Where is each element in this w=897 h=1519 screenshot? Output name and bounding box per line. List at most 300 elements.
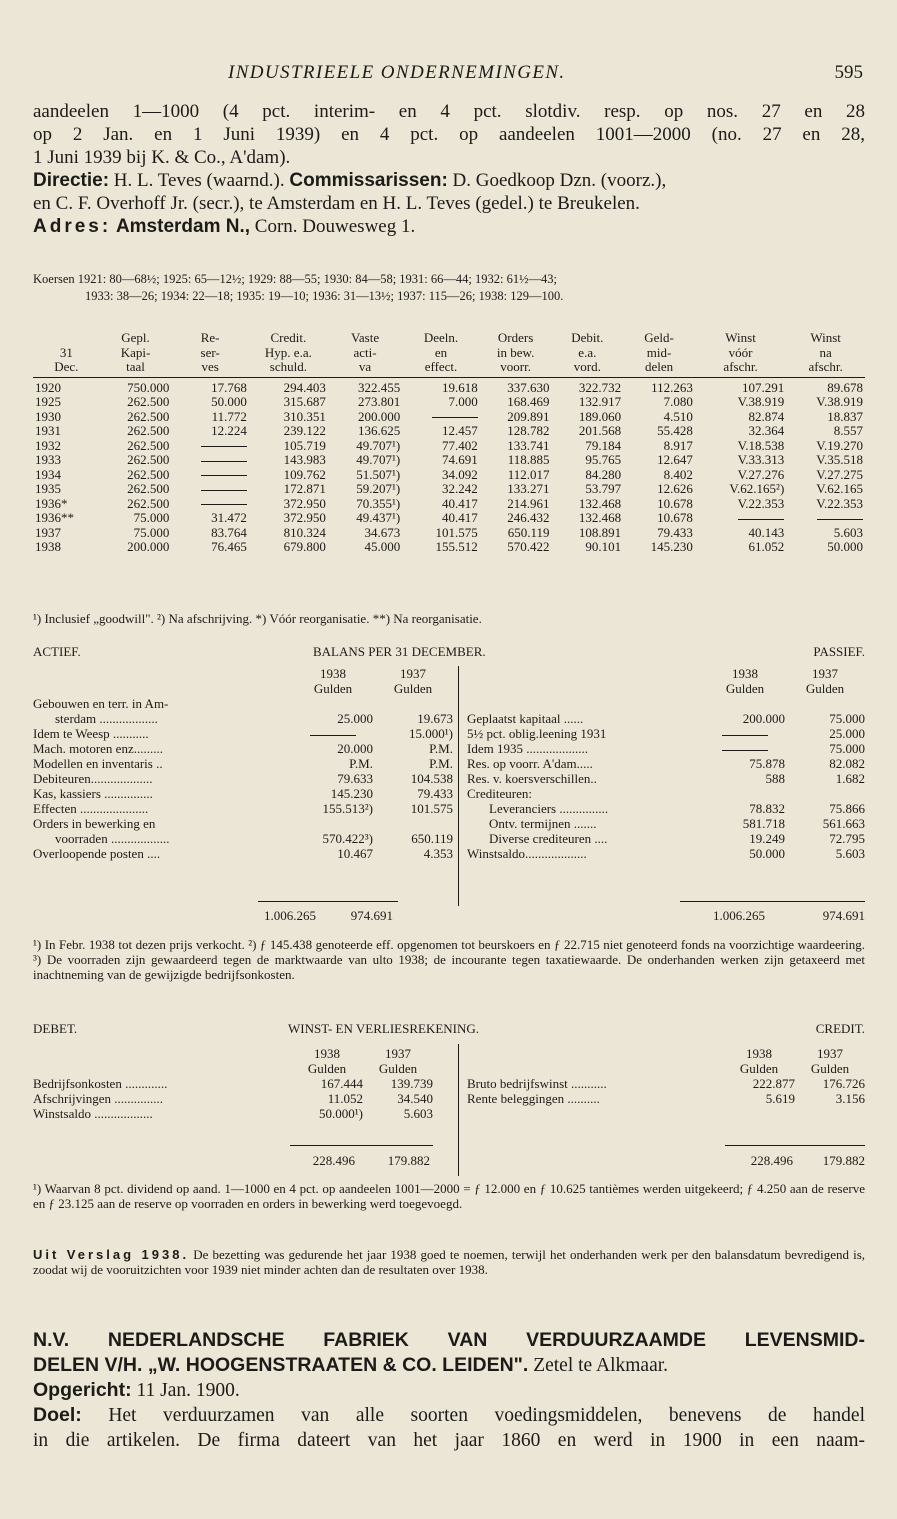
debet-value: 50.000¹) xyxy=(319,1106,363,1121)
actief-row xyxy=(33,816,453,831)
company-name-line-1: N.V. NEDERLANDSCHE FABRIEK VAN VERDUURZAAMDE LEVENSMID- xyxy=(33,1329,865,1351)
dash-rule xyxy=(201,475,247,476)
table-row xyxy=(33,511,865,526)
actief-label: Modellen en inventaris .. xyxy=(33,756,163,771)
table-cell: 34.092 xyxy=(442,466,478,482)
table-cell: 570.422 xyxy=(507,539,550,554)
credit-value: 222.877 xyxy=(752,1076,795,1091)
table-cell xyxy=(171,497,249,512)
actief-row xyxy=(33,711,453,726)
passief-value: 50.000 xyxy=(749,846,785,861)
actief-row xyxy=(33,771,453,786)
table-cell: 209.891 xyxy=(507,408,550,424)
koersen-line-2: 1933: 38—26; 1934: 22—18; 1935: 19—10; 1936: 31—13½; 1937: 115—26; 1938: 129—100. xyxy=(85,289,564,303)
table-cell: 12.457 xyxy=(442,423,478,438)
table-cell: 322.455 xyxy=(358,379,401,395)
passief-unit-1938: Gulden xyxy=(725,681,765,696)
table-row xyxy=(33,410,865,425)
table-cell: 262.500 xyxy=(127,452,170,467)
directie-line xyxy=(33,169,865,192)
actief-row xyxy=(33,801,453,816)
table-cell: 136.625 xyxy=(358,423,401,438)
dash-rule xyxy=(722,750,768,751)
table-header-cell: acti- xyxy=(353,344,377,360)
table-cell: 112.263 xyxy=(651,379,693,395)
table-cell: 55.428 xyxy=(657,423,693,438)
table-cell: 294.403 xyxy=(283,379,326,395)
actief-value: 25.000 xyxy=(337,711,373,726)
credit-row xyxy=(467,1091,865,1106)
dash-rule xyxy=(722,735,768,736)
table-cell: 12.647 xyxy=(657,452,693,467)
table-cell: 95.765 xyxy=(585,452,622,467)
table-cell: 1936* xyxy=(35,495,68,511)
passief-label: Res. v. koersverschillen.. xyxy=(467,771,597,786)
balans-divider xyxy=(458,666,459,906)
table-cell: 239.122 xyxy=(283,423,326,438)
table-cell: 75.000 xyxy=(133,510,170,525)
credit-unit-1937: Gulden xyxy=(810,1061,850,1076)
actief-label: Debiteuren................... xyxy=(33,771,153,786)
commissarissen-label: Commissarissen: xyxy=(289,170,448,191)
dash-rule xyxy=(201,446,247,447)
table-cell xyxy=(786,511,865,526)
table-cell: 32.364 xyxy=(748,423,785,438)
table-row xyxy=(33,424,865,439)
passief-row xyxy=(467,756,865,771)
dash-rule xyxy=(201,490,247,491)
table-cell: 118.885 xyxy=(507,452,550,467)
actief-value: 79.433 xyxy=(417,786,453,801)
actief-value: 570.422³) xyxy=(322,831,373,846)
table-cell: 1920 xyxy=(35,379,61,395)
passief-label: Leveranciers ............... xyxy=(489,801,609,816)
table-row xyxy=(33,377,865,395)
table-cell: 4.510 xyxy=(663,408,693,424)
table-header-cell: voorr. xyxy=(480,360,552,377)
table-cell: V.38.919 xyxy=(737,394,785,409)
directie-label: Directie: xyxy=(33,170,110,191)
actief-value: 4.353 xyxy=(423,846,453,861)
winst-note: ¹) Waarvan 8 pct. dividend op aand. 1—1000 en 4 pct. op aandeelen 1001—2000 = ƒ 12.000 en ƒ 10.625 tantièmes werden uitgekeerd; ƒ 4.250 aan de reserve en ƒ 23.125 aan de reserve op voorraden en orders in bewerking werd toegevoegd. xyxy=(33,1181,865,1211)
table-cell xyxy=(695,511,786,526)
table-cell: 7.000 xyxy=(448,394,478,409)
passief-unit-1937: Gulden xyxy=(805,681,845,696)
table-header-cell: Re- xyxy=(200,330,220,345)
table-cell: 262.500 xyxy=(127,437,170,453)
actief-label: Kas, kassiers ............... xyxy=(33,786,153,801)
table-cell: 79.433 xyxy=(657,524,693,540)
actief-value: 20.000 xyxy=(337,741,373,756)
passief-value: 19.249 xyxy=(749,831,785,846)
table-header-cell: ser- xyxy=(200,344,220,360)
balans-left-title: ACTIEF. xyxy=(33,644,81,659)
company-name-line-2-wrap xyxy=(33,1353,865,1378)
actief-value xyxy=(293,726,373,741)
dash-rule xyxy=(201,504,247,505)
passief-label: Crediteuren: xyxy=(467,786,532,801)
debet-value: 139.739 xyxy=(390,1076,433,1091)
actief-year-1938: 1938 xyxy=(320,666,346,681)
actief-label: Orders in bewerking en xyxy=(33,816,156,831)
actief-value xyxy=(373,696,453,711)
table-cell: V.18.538 xyxy=(737,437,785,453)
table-header-cell: Hyp. e.a. xyxy=(264,344,312,360)
actief-value xyxy=(293,696,373,711)
table-header-row xyxy=(33,360,865,377)
table-header-cell: na xyxy=(819,344,832,360)
debet-year-1937: 1937 xyxy=(385,1046,411,1061)
intro-line-3: 1 Juni 1939 bij K. & Co., A'dam). xyxy=(33,147,291,168)
debet-label: Afschrijvingen ............... xyxy=(33,1091,163,1106)
table-cell: 262.500 xyxy=(127,466,170,482)
table-cell: 31.472 xyxy=(211,510,247,525)
table-cell: 107.291 xyxy=(742,379,785,395)
intro-paragraph xyxy=(33,100,865,238)
actief-label: voorraden .................. xyxy=(55,831,170,846)
debet-value: 34.540 xyxy=(397,1091,433,1106)
credit-total-1938: 228.496 xyxy=(750,1153,793,1168)
table-cell: 262.500 xyxy=(127,481,170,496)
table-header-cell: effect. xyxy=(402,360,480,377)
passief-value xyxy=(705,726,785,741)
table-cell: 112.017 xyxy=(507,466,550,482)
table-cell: 172.871 xyxy=(283,481,326,496)
actief-label: Gebouwen en terr. in Am- xyxy=(33,696,169,711)
directie-text: H. L. Teves (waarnd.). xyxy=(109,170,290,191)
actief-value: 10.467 xyxy=(337,846,373,861)
actief-row xyxy=(33,756,453,771)
actief-label: Overloopende posten .... xyxy=(33,846,161,861)
table-cell: 12.224 xyxy=(211,423,247,438)
actief-unit-1938: Gulden xyxy=(313,681,353,696)
winst-debet xyxy=(33,1046,433,1121)
table-cell: 145.230 xyxy=(650,539,693,554)
credit-label: Bruto bedrijfswinst ........... xyxy=(467,1076,607,1091)
table-cell: 8.557 xyxy=(833,423,863,438)
debet-year-1938: 1938 xyxy=(314,1046,340,1061)
passief-total-1938: 1.006.265 xyxy=(713,908,765,923)
debet-unit-1938: Gulden xyxy=(307,1061,347,1076)
company-zetel: Zetel te Alkmaar. xyxy=(528,1355,669,1376)
passief-label: Ontv. termijnen ....... xyxy=(489,816,597,831)
actief-label: Idem te Weesp ........... xyxy=(33,726,149,741)
winst-total-rule-left xyxy=(290,1145,433,1146)
table-header-cell: schuld. xyxy=(249,360,328,377)
balans-passief xyxy=(467,666,865,861)
table-header-cell: afschr. xyxy=(786,360,865,377)
table-cell: 1935 xyxy=(35,481,61,496)
actief-value: P.M. xyxy=(429,741,453,756)
table-cell: 679.800 xyxy=(283,539,326,554)
opgericht-line xyxy=(33,1378,865,1403)
actief-row xyxy=(33,831,453,846)
table-cell: 108.891 xyxy=(578,524,622,540)
balans-total-rule-right xyxy=(680,901,865,902)
winst-right-title: CREDIT. xyxy=(815,1021,865,1036)
actief-total-1938: 1.006.265 xyxy=(264,908,316,923)
table-header-cell: e.a. xyxy=(578,344,597,360)
credit-row xyxy=(467,1076,865,1091)
table-cell xyxy=(402,410,480,425)
table-header-cell xyxy=(33,331,100,346)
table-header-cell: en xyxy=(434,344,448,360)
table-header-cell: Dec. xyxy=(33,360,100,377)
adres-value: Amsterdam N., xyxy=(115,216,251,237)
actief-label: Effecten ..................... xyxy=(33,801,149,816)
actief-label: Mach. motoren enz......... xyxy=(33,741,163,756)
table-cell: 1936** xyxy=(35,510,74,525)
doel-text-1: Het verduurzamen van alle soorten voedingsmiddelen, benevens de handel xyxy=(81,1405,865,1426)
passief-row xyxy=(467,696,865,711)
doel-line-1 xyxy=(33,1403,865,1428)
actief-value: 15.000¹) xyxy=(409,726,453,741)
table-cell: 89.678 xyxy=(827,379,863,395)
table-cell: 133.741 xyxy=(507,437,550,453)
table-cell: 1931 xyxy=(35,423,61,438)
table-header-row xyxy=(33,331,865,346)
table-cell: 1937 xyxy=(35,524,61,540)
commissarissen-text: D. Goedkoop Dzn. (voorz.), xyxy=(447,170,667,191)
table-cell: 45.000 xyxy=(364,539,401,554)
passief-value: 75.878 xyxy=(749,756,785,771)
table-cell: 143.983 xyxy=(283,452,326,467)
table-cell: 50.000 xyxy=(827,539,863,554)
actief-row xyxy=(33,846,453,861)
passief-total-1937: 974.691 xyxy=(822,908,865,923)
table-header-cell: va xyxy=(328,360,402,377)
koersen-block xyxy=(33,271,865,305)
doel-line-2: in die artikelen. De firma dateert van het jaar 1860 en werd in 1900 in een naam- xyxy=(33,1430,865,1451)
table-header-cell: Geld- xyxy=(644,330,674,345)
table-cell: 17.768 xyxy=(211,379,247,395)
passief-value xyxy=(785,786,865,801)
dash-rule xyxy=(201,461,247,462)
table-header-cell: taal xyxy=(100,360,172,377)
passief-row xyxy=(467,801,865,816)
table-header-cell: Deeln. xyxy=(423,330,459,345)
table-cell: 32.242 xyxy=(442,481,478,496)
table-cell: 128.782 xyxy=(507,423,550,438)
passief-row xyxy=(467,846,865,861)
passief-row xyxy=(467,816,865,831)
table-cell: 70.355¹) xyxy=(356,495,401,511)
table-cell: 315.687 xyxy=(283,394,326,409)
table-cell: 1925 xyxy=(35,394,61,409)
table-header-cell: afschr. xyxy=(695,360,786,377)
table-cell: 53.797 xyxy=(585,481,622,496)
table-header-cell: delen xyxy=(623,360,695,377)
table-cell xyxy=(171,468,249,483)
table-cell: 189.060 xyxy=(578,408,622,424)
table-cell: 10.678 xyxy=(657,495,693,511)
actief-value xyxy=(293,816,373,831)
table-header-cell: Winst xyxy=(725,330,756,345)
winst-title: WINST- EN VERLIESREKENING. xyxy=(288,1021,480,1036)
table-row xyxy=(33,453,865,468)
table-cell: 105.719 xyxy=(283,437,326,453)
passief-label: Diverse crediteuren .... xyxy=(489,831,608,846)
table-cell: 84.280 xyxy=(585,466,622,482)
balans-right-title: PASSIEF. xyxy=(813,644,865,659)
table-cell: 49.707¹) xyxy=(356,437,401,453)
actief-value: 650.119 xyxy=(411,831,453,846)
table-cell: 133.271 xyxy=(507,481,550,496)
table-cell: 168.469 xyxy=(507,394,550,409)
table-cell: 75.000 xyxy=(133,524,170,540)
table-row xyxy=(33,540,865,555)
company-entry xyxy=(33,1328,865,1453)
table-cell: 337.630 xyxy=(507,379,550,395)
actief-value xyxy=(373,816,453,831)
adres-rest: Corn. Douwesweg 1. xyxy=(250,216,416,237)
passief-row xyxy=(467,741,865,756)
table-cell: V.27.276 xyxy=(737,466,785,482)
table-cell: 7.080 xyxy=(663,394,693,409)
passief-value: 75.000 xyxy=(829,711,865,726)
passief-value xyxy=(785,696,865,711)
table-cell xyxy=(171,482,249,497)
table-header-cell: Kapi- xyxy=(120,344,151,360)
table-cell: 322.732 xyxy=(578,379,622,395)
credit-year-1938: 1938 xyxy=(746,1046,772,1061)
passief-value: 581.718 xyxy=(742,816,785,831)
dash-rule xyxy=(432,417,478,418)
passief-year-1938: 1938 xyxy=(732,666,758,681)
table-cell: 90.101 xyxy=(585,539,622,554)
table-cell: 49.707¹) xyxy=(356,452,401,467)
debet-total-1937: 179.882 xyxy=(387,1153,430,1168)
actief-row xyxy=(33,786,453,801)
credit-label: Rente beleggingen .......... xyxy=(467,1091,600,1106)
actief-year-1937: 1937 xyxy=(400,666,426,681)
table-cell: 262.500 xyxy=(127,495,170,511)
table-cell: 200.000 xyxy=(127,539,170,554)
passief-value: 75.000 xyxy=(829,741,865,756)
table-cell: 12.626 xyxy=(657,481,693,496)
table-cell: 262.500 xyxy=(127,423,170,438)
table-cell: 262.500 xyxy=(127,394,170,409)
table-cell: 109.762 xyxy=(283,466,326,482)
table-cell: 83.764 xyxy=(211,524,247,540)
table-cell: 650.119 xyxy=(507,524,550,540)
table-header-row xyxy=(33,346,865,361)
table-cell: V.33.313 xyxy=(737,452,785,467)
table-cell: 310.351 xyxy=(283,408,326,424)
actief-unit-1937: Gulden xyxy=(393,681,433,696)
actief-value: 145.230 xyxy=(330,786,373,801)
table-cell: 40.417 xyxy=(442,495,478,511)
table-cell: 51.507¹) xyxy=(356,466,401,482)
intro-line-5: en C. F. Overhoff Jr. (secr.), te Amsterdam en H. L. Teves (gedel.) te Breukelen. xyxy=(33,193,640,214)
table-row xyxy=(33,395,865,410)
actief-value: 104.538 xyxy=(410,771,453,786)
adres-line xyxy=(33,215,865,238)
table-header-cell: Vaste xyxy=(350,330,380,345)
verslag-text: De bezetting was gedurende het jaar 1938 goed te noemen, terwijl het onderhanden werk per den balansdatum bevredigend is, zoodat wij de vooruitzichten voor 1939 niet minder achten dan de resultaten over 1938. xyxy=(33,1247,866,1277)
table-cell: 8.402 xyxy=(663,466,693,482)
debet-value: 167.444 xyxy=(320,1076,363,1091)
actief-value: 79.633 xyxy=(337,771,373,786)
verslag-paragraph xyxy=(33,1247,865,1277)
table-header-cell: mid- xyxy=(646,344,672,360)
actief-row xyxy=(33,726,453,741)
table-cell: 372.950 xyxy=(283,510,326,525)
table-cell xyxy=(171,453,249,468)
table-cell: 200.000 xyxy=(358,408,401,424)
passief-label: Geplaatst kapitaal ...... xyxy=(467,711,584,726)
table-cell: 155.512 xyxy=(435,539,478,554)
table-cell: 101.575 xyxy=(435,524,478,540)
winst-divider xyxy=(458,1044,459,1176)
table-cell: 810.324 xyxy=(283,524,326,540)
credit-unit-1938: Gulden xyxy=(739,1061,779,1076)
debet-value: 11.052 xyxy=(327,1091,363,1106)
dash-rule xyxy=(817,519,863,520)
page-number: 595 xyxy=(834,62,863,83)
actief-row xyxy=(33,741,453,756)
passief-row xyxy=(467,726,865,741)
passief-label: Res. op voorr. A'dam..... xyxy=(467,756,593,771)
balans-actief xyxy=(33,666,453,861)
credit-year-1937: 1937 xyxy=(817,1046,843,1061)
actief-value: 19.673 xyxy=(417,711,453,726)
credit-value: 5.619 xyxy=(765,1091,795,1106)
table-footnote: ¹) Inclusief „goodwill". ²) Na afschrijving. *) Vóór reorganisatie. **) Na reorganisatie. xyxy=(33,611,482,626)
table-cell: 40.143 xyxy=(748,524,785,540)
company-name-line-2: DELEN V/H. „W. HOOGENSTRAATEN & CO. LEIDEN". xyxy=(33,1354,529,1376)
running-header-title: INDUSTRIEELE ONDERNEMINGEN. xyxy=(228,62,566,83)
table-cell: V.22.353 xyxy=(816,495,863,511)
actief-label: sterdam .................. xyxy=(55,711,158,726)
passief-value: 5.603 xyxy=(835,846,865,861)
table-cell: V.38.919 xyxy=(816,394,863,409)
table-cell: 246.432 xyxy=(507,510,550,525)
table-header-cell: Credit. xyxy=(270,330,307,345)
table-cell: 273.801 xyxy=(358,394,401,409)
table-cell: V.27.275 xyxy=(816,466,863,482)
table-cell: 61.052 xyxy=(748,539,785,554)
table-cell: 132.917 xyxy=(578,394,622,409)
table-header-cell: Winst xyxy=(810,330,841,345)
table-cell: 214.961 xyxy=(507,495,550,511)
debet-total-1938: 228.496 xyxy=(312,1153,355,1168)
table-cell: 132.468 xyxy=(578,510,622,525)
actief-value: 155.513²) xyxy=(322,801,373,816)
table-cell: 201.568 xyxy=(578,423,622,438)
winst-left-title: DEBET. xyxy=(33,1021,78,1036)
table-cell xyxy=(171,439,249,454)
table-cell: 1938 xyxy=(35,539,61,554)
debet-unit-1937: Gulden xyxy=(378,1061,418,1076)
table-header-cell: 31 xyxy=(59,344,73,360)
dash-rule xyxy=(310,735,356,736)
passief-value: 78.832 xyxy=(749,801,785,816)
passief-row xyxy=(467,711,865,726)
debet-label: Bedrijfsonkosten ............. xyxy=(33,1076,168,1091)
passief-value: 72.795 xyxy=(829,831,865,846)
passief-value: 82.082 xyxy=(829,756,865,771)
table-cell: 40.417 xyxy=(442,510,478,525)
debet-label: Winstsaldo .................. xyxy=(33,1106,153,1121)
table-cell: 19.618 xyxy=(442,379,478,395)
table-cell: 1933 xyxy=(35,452,61,467)
table-cell: 59.207¹) xyxy=(356,481,401,496)
adres-label: Adres: xyxy=(33,216,112,237)
actief-value: P.M. xyxy=(349,756,373,771)
debet-row xyxy=(33,1091,433,1106)
table-row xyxy=(33,468,865,483)
